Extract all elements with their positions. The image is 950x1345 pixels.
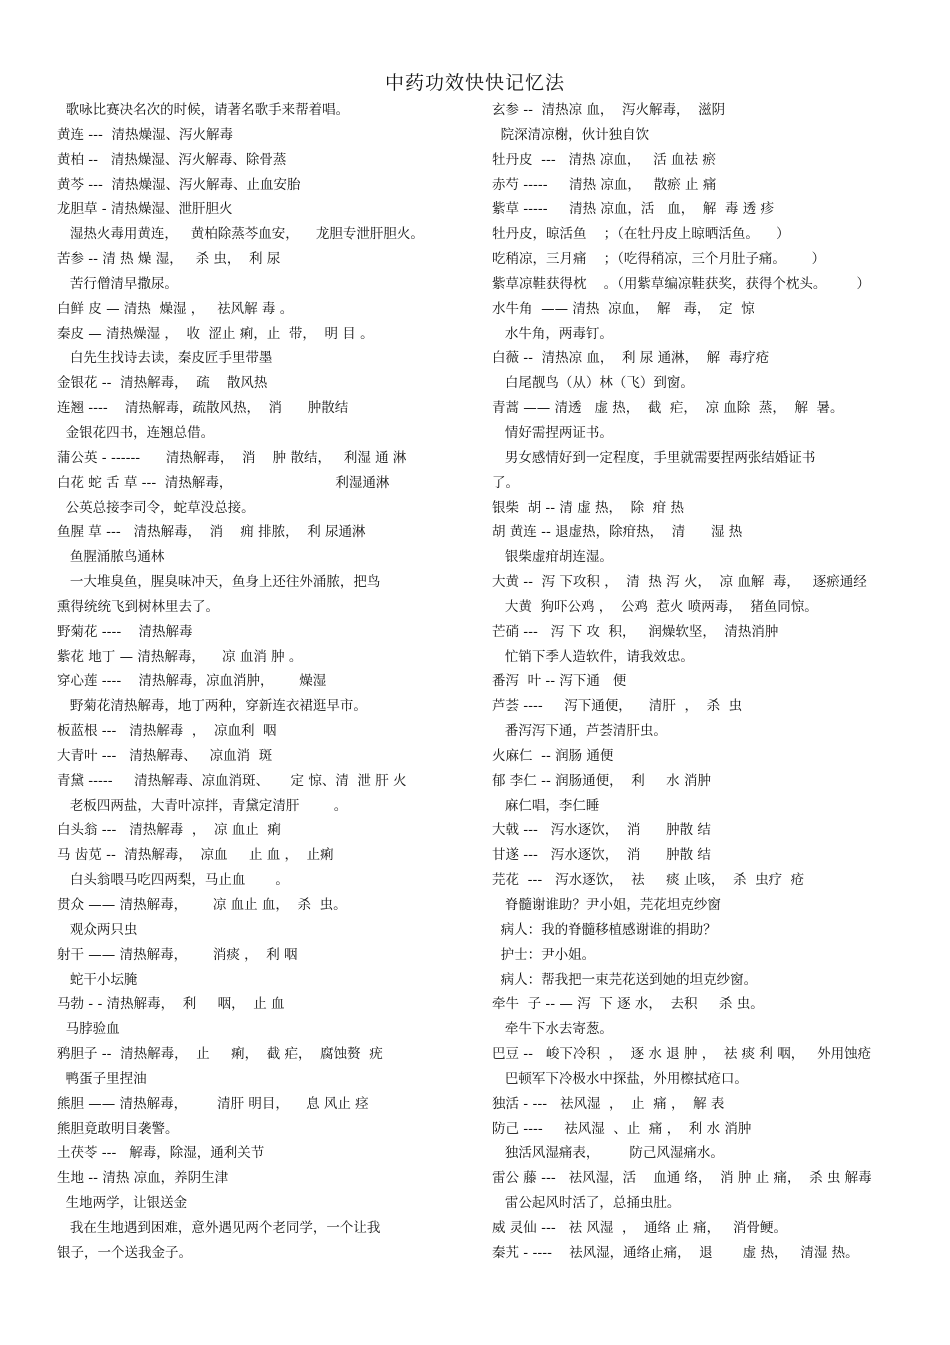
document-title: 中药功效快快记忆法	[384, 72, 565, 94]
text-line: 熊胆 —— 清热解毒， 清肝 明目， 息 风止 痉	[57, 1095, 369, 1112]
right-column	[492, 98, 912, 1266]
text-line: 观众两只虫	[57, 921, 138, 938]
text-line: 黄芩 --- 清热燥湿、泻火解毒、止血安胎	[57, 176, 301, 193]
text-line: 公英总接李司令，蛇草没总接。	[57, 499, 255, 516]
text-line: 芒硝 --- 泻 下 攻 积， 润燥软坚， 清热消肿	[492, 623, 779, 640]
text-line: 歌咏比赛决名次的时候，请著名歌手来帮着唱。	[57, 102, 350, 118]
text-line: 黄连 --- 清热燥湿、泻火解毒	[57, 126, 233, 143]
text-line: 熊胆竟敢明目袭警。	[57, 1120, 179, 1137]
text-line: 板蓝根 --- 清热解毒 ， 凉血利 咽	[57, 723, 277, 740]
text-line: 我在生地遇到困难，意外遇见两个老同学，一个让我	[57, 1219, 381, 1236]
text-line: 白花 蛇 舌 草 --- 清热解毒， 利湿通淋	[57, 474, 390, 491]
text-line: 野菊花 ---- 清热解毒	[57, 623, 193, 640]
text-line: 护士：尹小姐。	[492, 946, 596, 963]
text-line: 白尾靓鸟（从）林（飞）到窗。	[492, 375, 694, 392]
text-line: 忙销下季人造软件，请我效忠。	[492, 648, 694, 665]
text-line: 大黄 狗吓公鸡 ， 公鸡 惹火 喷两毒， 猪鱼同惊。	[492, 598, 818, 615]
text-line: 马勃 - - 清热解毒， 利 咽， 止 血	[57, 996, 285, 1013]
text-line: 鸦胆子 -- 清热解毒， 止 痢， 截 疟， 腐蚀赘 疣	[57, 1046, 383, 1063]
text-line: 牵牛 子 -- — 泻 下 逐 水， 去积 杀 虫。	[492, 996, 764, 1013]
text-line: 吃稍凉，三月痛 ；（吃得稍凉，三个月肚子痛。 ）	[492, 251, 826, 268]
text-line: 男女感情好到一定程度，手里就需要捏两张结婚证书	[492, 449, 816, 466]
text-line: 白头翁喂马吃四两梨，马止血 。	[57, 872, 289, 889]
text-line: 金银花四书，连翘总借。	[57, 424, 215, 441]
text-line: 牡丹皮，晾活鱼 ；（在牡丹皮上晾晒活鱼。 ）	[492, 226, 790, 243]
text-line: 威 灵仙 --- 祛 风湿 ， 通络 止 痛， 消骨鲠。	[492, 1219, 787, 1236]
text-line: 穿心莲 ---- 清热解毒，凉血消肿， 燥湿	[57, 673, 327, 690]
text-line: 番泻 叶 -- 泻下通 便	[492, 673, 627, 690]
text-line: 青黛 ----- 清热解毒、凉血消斑、 定 惊、清 泄 肝 火	[57, 772, 407, 789]
text-line: 火麻仁 -- 润肠 通便	[492, 747, 614, 764]
text-line: 防己 ---- 祛风湿 、止 痛 ， 利 水 消肿	[492, 1120, 752, 1137]
text-line: 病人：我的脊髓移植感谢谁的捐助？	[492, 921, 717, 938]
text-line: 雷公 藤 --- 祛风湿，活 血通 络， 消 肿 止 痛， 杀 虫 解毒	[492, 1170, 872, 1187]
text-line: 大戟 --- 泻水逐饮， 消 肿散 结	[492, 822, 711, 839]
text-line: 甘遂 --- 泻水逐饮， 消 肿散 结	[492, 847, 711, 864]
text-line: 熏得统统飞到树林里去了。	[57, 598, 219, 615]
text-line: 紫草 ----- 清热 凉血，活 血， 解 毒 透 疹	[492, 201, 775, 218]
text-line: 独活 - --- 祛风湿 ， 止 痛 ， 解 表	[492, 1095, 725, 1112]
text-line: 白鲜 皮 — 清热 燥湿 ， 祛风解 毒 。	[57, 300, 294, 317]
text-line: 芦荟 ---- 泻下通便， 清肝 ， 杀 虫	[492, 698, 743, 715]
text-line: 巴顿军下冷极水中探盐，外用檫拭疮口。	[492, 1070, 748, 1087]
text-line: 院深清凉榭，伙计独自饮	[492, 126, 650, 143]
text-line: 野菊花清热解毒，地丁两种，穿新连衣裙逛早市。	[57, 698, 367, 715]
text-line: 郁 李仁 -- 润肠通便， 利 水 消肿	[492, 772, 711, 789]
text-line: 土茯苓 --- 解毒，除湿，通利关节	[57, 1145, 265, 1162]
text-line: 鱼腥涌脓鸟通林	[57, 549, 165, 566]
text-line: 番泻泻下通，芦荟清肝虫。	[492, 723, 667, 740]
text-line: 雷公起风时活了，总捅虫肚。	[492, 1195, 681, 1212]
text-line: 牵牛下水去寄葱。	[492, 1021, 613, 1038]
text-line: 芫花 --- 泻水逐饮， 祛 痰 止咳， 杀 虫疗 疮	[492, 872, 805, 889]
text-line: 赤芍 ----- 清热 凉血， 散瘀 止 痛	[492, 176, 717, 193]
text-line: 了。	[492, 474, 519, 491]
text-line: 大黄 -- 泻 下攻积 ， 清 热 泻 火， 凉 血解 毒， 逐瘀通经	[492, 574, 867, 591]
text-line: 独活风湿痛表， 防己风湿痛水。	[492, 1145, 724, 1162]
text-line: 紫草凉鞋获得枕 。（用紫草编凉鞋获奖，获得个枕头。 ）	[492, 275, 870, 292]
text-line: 老板四两盐，大青叶凉拌，青黛定清肝 。	[57, 797, 348, 814]
text-line: 秦皮 — 清热燥湿 ， 收 涩止 痢，止 带， 明 目 。	[57, 325, 374, 342]
text-line: 射干 —— 清热解毒， 消痰 ， 利 咽	[57, 946, 298, 963]
text-line: 胡 黄连 -- 退虚热，除疳热， 清 湿 热	[492, 524, 743, 541]
text-line: 牡丹皮 --- 清热 凉血， 活 血祛 瘀	[492, 151, 716, 168]
text-line: 水牛角，两毒钉。	[492, 325, 613, 342]
text-line: 脊髓谢谁助？尹小姐，芫花坦克纱窗	[492, 897, 721, 913]
text-line: 马脖验血	[57, 1021, 120, 1038]
text-line: 鱼腥 草 --- 清热解毒， 消 痈 排脓， 利 尿通淋	[57, 524, 366, 541]
text-line: 巴豆 -- 峻下冷积 ， 逐 水 退 肿 ， 祛 痰 利 咽， 外用蚀疮	[492, 1046, 872, 1063]
text-line: 蛇干小坛腌	[57, 971, 138, 988]
text-line: 湿热火毒用黄连， 黄柏除蒸芩血安， 龙胆专泄肝胆火。	[57, 226, 424, 243]
text-line: 银柴虚疳胡连湿。	[492, 549, 613, 566]
text-line: 病人：帮我把一束芫花送到她的坦克纱窗。	[492, 971, 758, 988]
text-line: 白先生找诗去读，秦皮匠手里带墨	[57, 350, 273, 367]
text-line: 白头翁 --- 清热解毒 ， 凉 血止 痢	[57, 822, 281, 839]
text-line: 麻仁唱，李仁睡	[492, 797, 600, 814]
text-line: 马 齿苋 -- 清热解毒， 凉血 止 血 ， 止痢	[57, 847, 334, 864]
text-line: 苦行僧清早撒尿。	[57, 275, 178, 292]
text-line: 苦参 -- 清 热 燥 湿， 杀 虫， 利 尿	[57, 251, 281, 268]
text-line: 金银花 -- 清热解毒， 疏 散风热	[57, 375, 268, 392]
left-column	[57, 98, 475, 1266]
text-line: 情好需捏两证书。	[492, 424, 613, 441]
text-line: 生地两学，让银送金	[57, 1195, 188, 1212]
text-line: 蒲公英 - ------ 清热解毒， 消 肿 散结， 利湿 通 淋	[57, 449, 407, 466]
text-line: 黄柏 -- 清热燥湿、泻火解毒、除骨蒸	[57, 151, 287, 168]
text-line: 生地 -- 清热 凉血，养阴生津	[57, 1170, 229, 1187]
text-line: 秦艽 - ---- 祛风湿，通络止痛， 退 虚 热， 清湿 热。	[492, 1244, 859, 1261]
text-line: 银柴 胡 -- 清 虚 热， 除 疳 热	[492, 499, 684, 516]
text-line: 白薇 -- 清热凉 血， 利 尿 通淋， 解 毒疗疮	[492, 350, 770, 367]
text-line: 青蒿 —— 清透 虚 热， 截 疟， 凉 血除 蒸， 解 暑。	[492, 400, 844, 417]
text-line: 紫花 地丁 — 清热解毒， 凉 血消 肿 。	[57, 648, 303, 665]
text-line: 水牛角 —— 清热 凉血， 解 毒， 定 惊	[492, 300, 755, 317]
text-line: 玄参 -- 清热凉 血， 泻火解毒， 滋阴	[492, 102, 726, 118]
text-line: 银子，一个送我金子。	[57, 1244, 192, 1261]
text-line: 鸭蛋子里捏油	[57, 1070, 147, 1087]
text-line: 连翘 ---- 清热解毒，疏散风热， 消 肿散结	[57, 400, 349, 417]
text-line: 一大堆臭鱼，腥臭味冲天，鱼身上还往外涌脓，把鸟	[57, 574, 381, 591]
text-line: 贯众 —— 清热解毒， 凉 血止 血， 杀 虫。	[57, 897, 347, 913]
text-line: 大青叶 --- 清热解毒、 凉血消 斑	[57, 747, 273, 764]
text-line: 龙胆草 - 清热燥湿、泄肝胆火	[57, 201, 233, 218]
